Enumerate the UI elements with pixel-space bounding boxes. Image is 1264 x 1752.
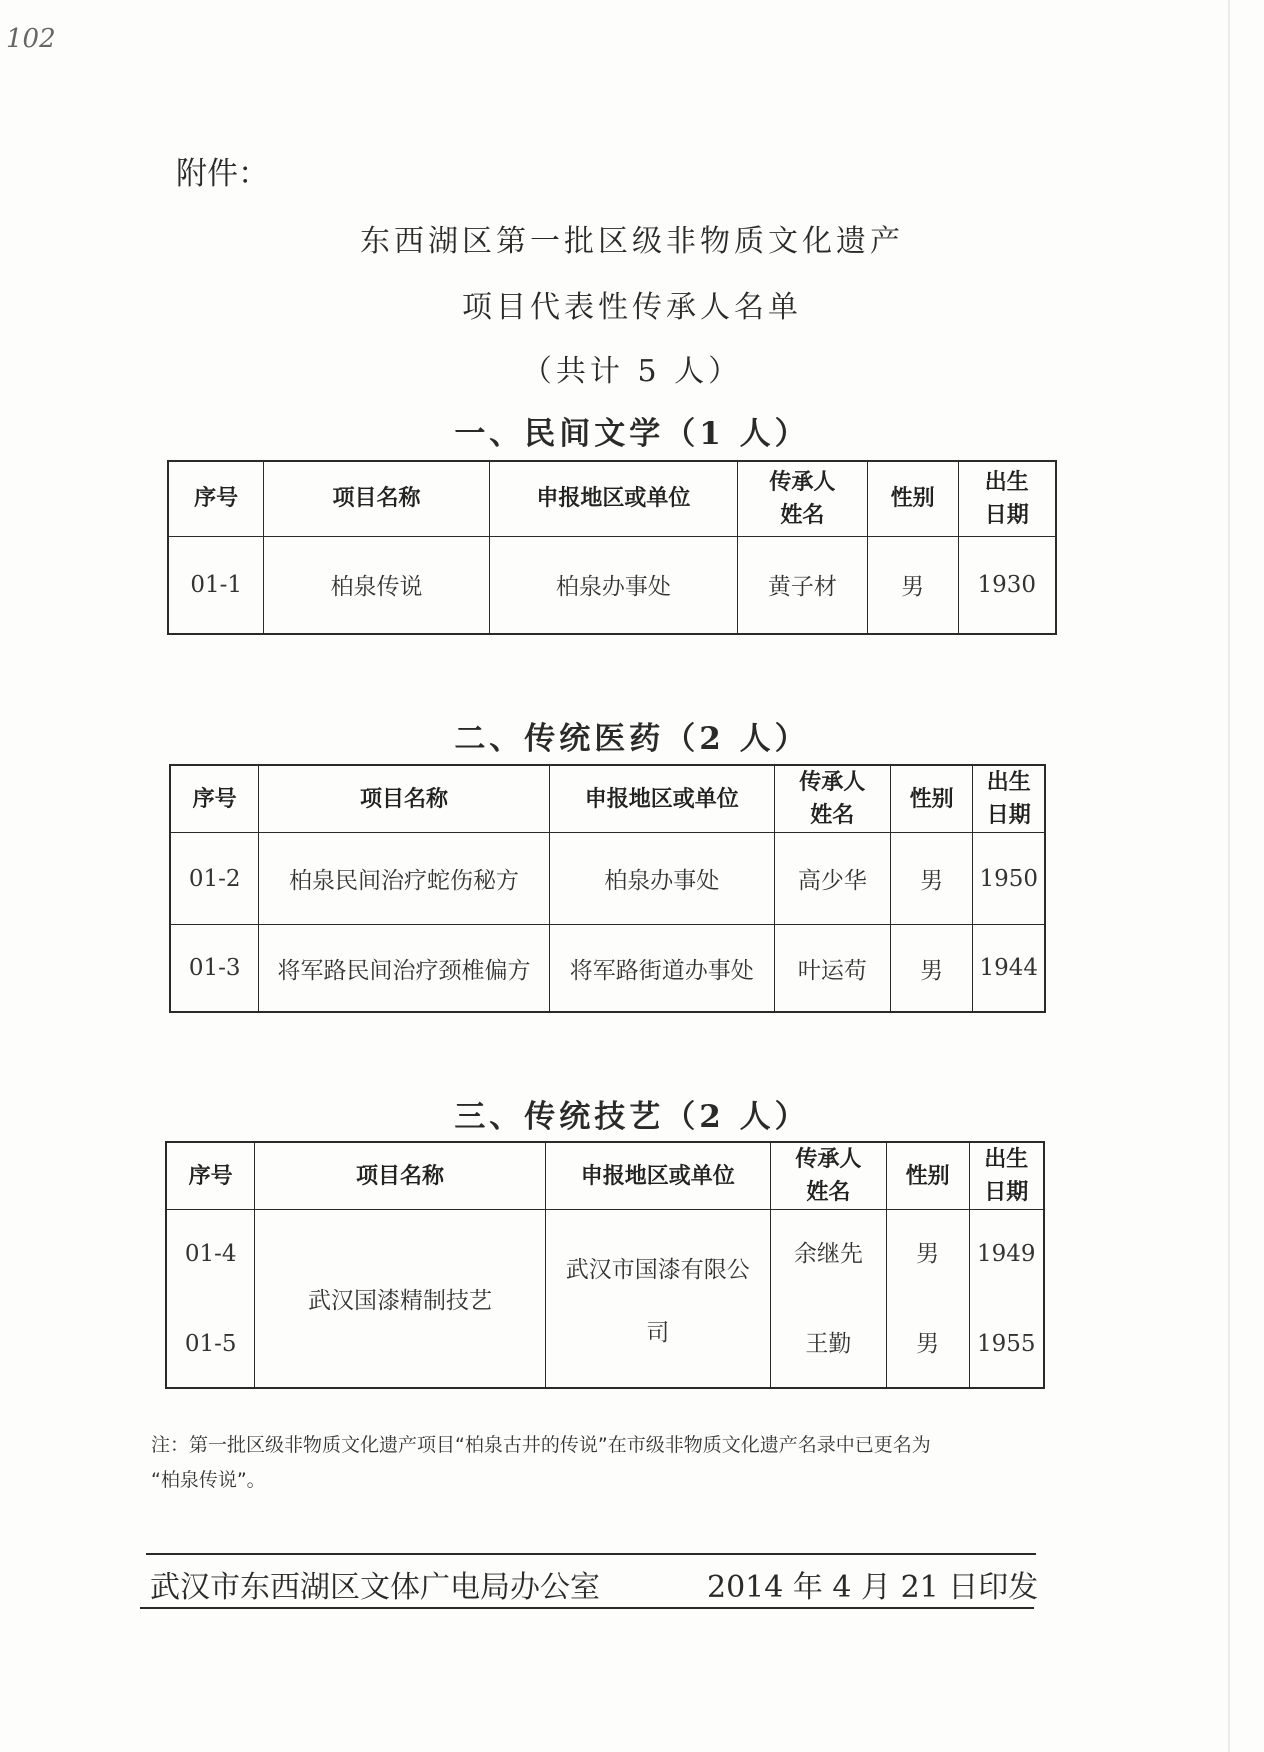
cell-project: 柏泉传说 bbox=[264, 536, 489, 634]
col-header-region: 申报地区或单位 bbox=[549, 765, 774, 833]
cell-gender: 男 bbox=[890, 833, 973, 925]
cell-heir: 王勤 bbox=[805, 1330, 852, 1357]
col-header-project: 项目名称 bbox=[264, 461, 489, 536]
cell-project: 武汉国漆精制技艺 bbox=[255, 1210, 545, 1389]
attachment-label: 附件： bbox=[176, 156, 269, 192]
col-header-birth: 出生 日期 bbox=[973, 765, 1045, 833]
col-header-birth: 出生 日期 bbox=[958, 461, 1056, 536]
cell-gender: 男 bbox=[890, 925, 973, 1013]
col-header-region: 申报地区或单位 bbox=[545, 1142, 770, 1210]
cell-gender-stack bbox=[886, 1210, 969, 1389]
cell-birth-stack bbox=[969, 1210, 1044, 1389]
cell-gender: 男 bbox=[916, 1330, 940, 1357]
cell-project: 柏泉民间治疗蛇伤秘方 bbox=[259, 833, 549, 925]
table-header-row bbox=[170, 765, 1045, 833]
issuer-name: 武汉市东西湖区文体广电局办公室 bbox=[150, 1570, 600, 1605]
col-header-seq: 序号 bbox=[166, 1142, 255, 1210]
cell-seq: 01-3 bbox=[170, 925, 259, 1013]
col-header-birth: 出生 日期 bbox=[969, 1142, 1044, 1210]
table-row bbox=[170, 925, 1045, 1013]
col-header-region: 申报地区或单位 bbox=[489, 461, 737, 536]
cell-heir: 叶运苟 bbox=[774, 925, 890, 1013]
col-header-heir: 传承人 姓名 bbox=[774, 765, 890, 833]
cell-region: 武汉市国漆有限公 司 bbox=[545, 1210, 770, 1389]
footnote-line1: 注：第一批区级非物质文化遗产项目“柏泉古井的传说”在市级非物质文化遗产名录中已更名为 bbox=[151, 1434, 931, 1456]
cell-heir: 高少华 bbox=[774, 833, 890, 925]
col-header-seq: 序号 bbox=[168, 461, 264, 536]
cell-birth: 1955 bbox=[976, 1330, 1036, 1357]
col-header-gender: 性别 bbox=[890, 765, 973, 833]
cell-gender: 男 bbox=[916, 1240, 940, 1267]
cell-seq-stack bbox=[166, 1210, 255, 1389]
table-header-row bbox=[168, 461, 1056, 536]
document-title-count: （共计 5 人） bbox=[521, 354, 743, 389]
cell-birth: 1930 bbox=[958, 536, 1056, 634]
folk-literature-table bbox=[167, 460, 1057, 635]
cell-region: 将军路街道办事处 bbox=[549, 925, 774, 1013]
col-header-heir: 传承人 姓名 bbox=[770, 1142, 886, 1210]
footnote bbox=[151, 1428, 1071, 1498]
col-header-project: 项目名称 bbox=[259, 765, 549, 833]
cell-birth: 1949 bbox=[976, 1240, 1036, 1267]
cell-birth: 1950 bbox=[973, 833, 1045, 925]
cell-seq: 01-4 bbox=[184, 1240, 237, 1267]
cell-heir: 黄子材 bbox=[738, 536, 868, 634]
scan-edge bbox=[1228, 0, 1230, 1752]
section-heading-folk-literature: 一、民间文学（1 人） bbox=[454, 416, 810, 452]
cell-seq: 01-1 bbox=[168, 536, 264, 634]
footnote-line2: “柏泉传说”。 bbox=[151, 1469, 266, 1491]
col-header-project: 项目名称 bbox=[255, 1142, 545, 1210]
issue-date: 2014 年 4 月 21 日印发 bbox=[707, 1570, 1039, 1605]
col-header-gender: 性别 bbox=[886, 1142, 969, 1210]
footer-rule-top bbox=[146, 1553, 1036, 1555]
cell-seq: 01-5 bbox=[184, 1330, 237, 1357]
table-row bbox=[166, 1210, 1044, 1389]
col-header-gender: 性别 bbox=[867, 461, 958, 536]
page-number: 102 bbox=[6, 24, 56, 54]
cell-heir-stack bbox=[770, 1210, 886, 1389]
table-header-row bbox=[166, 1142, 1044, 1210]
section-heading-traditional-medicine: 二、传统医药（2 人） bbox=[454, 721, 810, 757]
cell-region: 柏泉办事处 bbox=[489, 536, 737, 634]
cell-region: 柏泉办事处 bbox=[549, 833, 774, 925]
cell-gender: 男 bbox=[867, 536, 958, 634]
document-title-line2: 项目代表性传承人名单 bbox=[462, 290, 802, 325]
cell-birth: 1944 bbox=[973, 925, 1045, 1013]
col-header-heir: 传承人 姓名 bbox=[738, 461, 868, 536]
table-row bbox=[170, 833, 1045, 925]
col-header-seq: 序号 bbox=[170, 765, 259, 833]
cell-project: 将军路民间治疗颈椎偏方 bbox=[259, 925, 549, 1013]
footer-rule-bottom bbox=[140, 1607, 1034, 1609]
traditional-craft-table bbox=[165, 1141, 1045, 1389]
cell-heir: 余继先 bbox=[793, 1240, 863, 1267]
document-title-line1: 东西湖区第一批区级非物质文化遗产 bbox=[360, 224, 904, 259]
section-heading-traditional-craft: 三、传统技艺（2 人） bbox=[454, 1099, 810, 1135]
traditional-medicine-table bbox=[169, 764, 1046, 1013]
cell-seq: 01-2 bbox=[170, 833, 259, 925]
table-row bbox=[168, 536, 1056, 634]
